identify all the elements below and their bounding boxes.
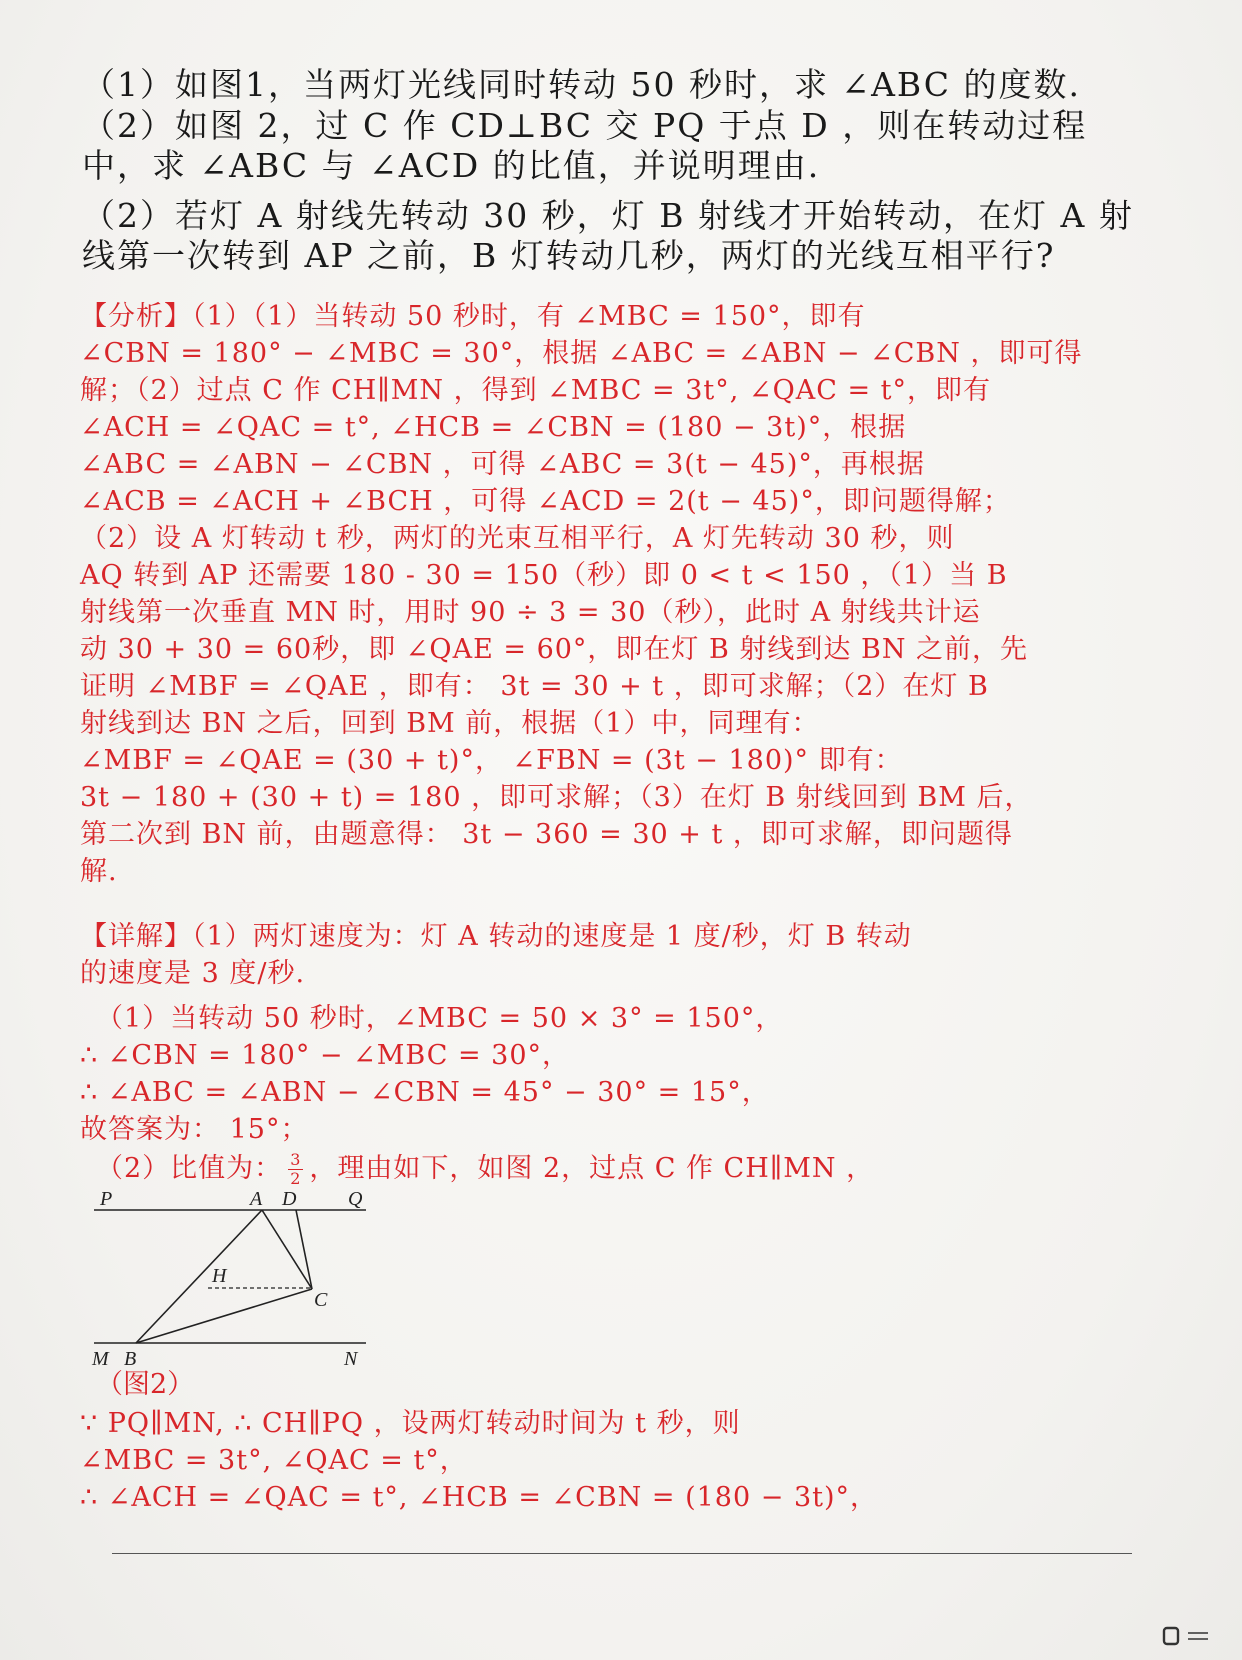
bottom-divider [112,1553,1132,1554]
question-line: （2）若灯 A 射线先转动 30 秒，灯 B 射线才开始转动，在灯 A 射 [82,196,1134,235]
solution-line: ∴ ∠ABC = ∠ABN − ∠CBN = 45° − 30° = 15°， [80,1077,770,1108]
expand-icon[interactable] [1162,1625,1212,1647]
figure-caption: （图2） [96,1369,195,1400]
ratio-fraction [288,1151,303,1188]
analysis-line: 解. [80,856,118,887]
analysis-line: 射线第一次垂直 MN 时，用时 90 ÷ 3 = 30（秒），此时 A 射线共计运 [80,597,981,628]
solution-line: ∴ ∠ACH = ∠QAC = t°, ∠HCB = ∠CBN = (180 − 3t)°， [80,1482,879,1513]
analysis-line: ∠MBF = ∠QAE = (30 + t)°， ∠FBN = (3t − 180)° 即有： [80,745,903,776]
analysis-line: ∠ACH = ∠QAC = t°, ∠HCB = ∠CBN = (180 − 3t)°，根据 [80,412,907,443]
analysis-line: ∠CBN = 180° − ∠MBC = 30°，根据 ∠ABC = ∠ABN − ∠CBN ，即可得 [80,338,1083,369]
figure-2-diagram [86,1190,376,1370]
ratio-suffix: ，理由如下，如图 2，过点 C 作 CH∥MN ， [309,1153,875,1184]
label-a: A [250,1190,263,1210]
label-b: B [124,1348,137,1370]
label-q: Q [348,1190,363,1210]
analysis-line: 射线到达 BN 之后，回到 BM 前，根据（1）中，同理有： [80,708,820,739]
question-line: 中，求 ∠ABC 与 ∠ACD 的比值，并说明理由. [82,146,821,185]
solution-line: ∴ ∠CBN = 180° − ∠MBC = 30°， [80,1040,571,1071]
solution-line: （1）当转动 50 秒时，∠MBC = 50 × 3° = 150°， [96,1003,784,1034]
label-n: N [344,1348,358,1370]
label-d: D [282,1190,297,1210]
question-line: 线第一次转到 AP 之前，B 灯转动几秒，两灯的光线互相平行? [82,236,1056,275]
analysis-line: ∠ABC = ∠ABN − ∠CBN ，可得 ∠ABC = 3(t − 45)°，再根据 [80,449,925,480]
analysis-line: AQ 转到 AP 还需要 180 - 30 = 150（秒）即 0 < t < 150 ，（1）当 B [80,560,1008,591]
analysis-line: 【分析】（1）（1）当转动 50 秒时，有 ∠MBC = 150°，即有 [80,301,866,332]
solution-line: 故答案为： 15°； [80,1114,309,1145]
analysis-line: 动 30 + 30 = 60秒，即 ∠QAE = 60°，即在灯 B 射线到达 BN 之前，先 [80,634,1029,665]
analysis-line: 证明 ∠MBF = ∠QAE ，即有： 3t = 30 + t ，即可求解；（2）在灯 B [80,671,989,702]
ratio-numerator: 3 [290,1150,302,1169]
analysis-line: （2）设 A 灯转动 t 秒，两灯的光束互相平行，A 灯先转动 30 秒，则 [80,523,955,554]
ratio-line [96,1150,1176,1188]
label-m: M [92,1348,109,1370]
analysis-line: 第二次到 BN 前，由题意得： 3t − 360 = 30 + t ，即可求解，即问题得 [80,819,1013,850]
analysis-line: 3t − 180 + (30 + t) = 180 ，即可求解；（3）在灯 B 射线回到 BM 后， [80,782,1033,813]
ratio-prefix: （2）比值为： [96,1153,283,1184]
solution-line: ∠MBC = 3t°, ∠QAC = t°， [80,1445,468,1476]
solution-line: 的速度是 3 度/秒. [80,958,306,989]
solution-line: ∵ PQ∥MN, ∴ CH∥PQ ，设两灯转动时间为 t 秒，则 [80,1408,741,1439]
ratio-denominator: 2 [290,1169,302,1188]
question-line: （1）如图1，当两灯光线同时转动 50 秒时，求 ∠ABC 的度数. [82,65,1082,104]
analysis-line: ∠ACB = ∠ACH + ∠BCH ，可得 ∠ACD = 2(t − 45)°，即问题得解； [80,486,1011,517]
analysis-line: 解；（2）过点 C 作 CH∥MN ，得到 ∠MBC = 3t°, ∠QAC = t°，即有 [80,375,992,406]
solution-line: 【详解】（1）两灯速度为：灯 A 转动的速度是 1 度/秒，灯 B 转动 [80,921,912,952]
label-p: P [100,1190,113,1210]
label-h: H [212,1265,227,1287]
label-c: C [314,1289,328,1311]
question-line: （2）如图 2，过 C 作 CD⊥BC 交 PQ 于点 D ，则在转动过程 [82,106,1088,145]
